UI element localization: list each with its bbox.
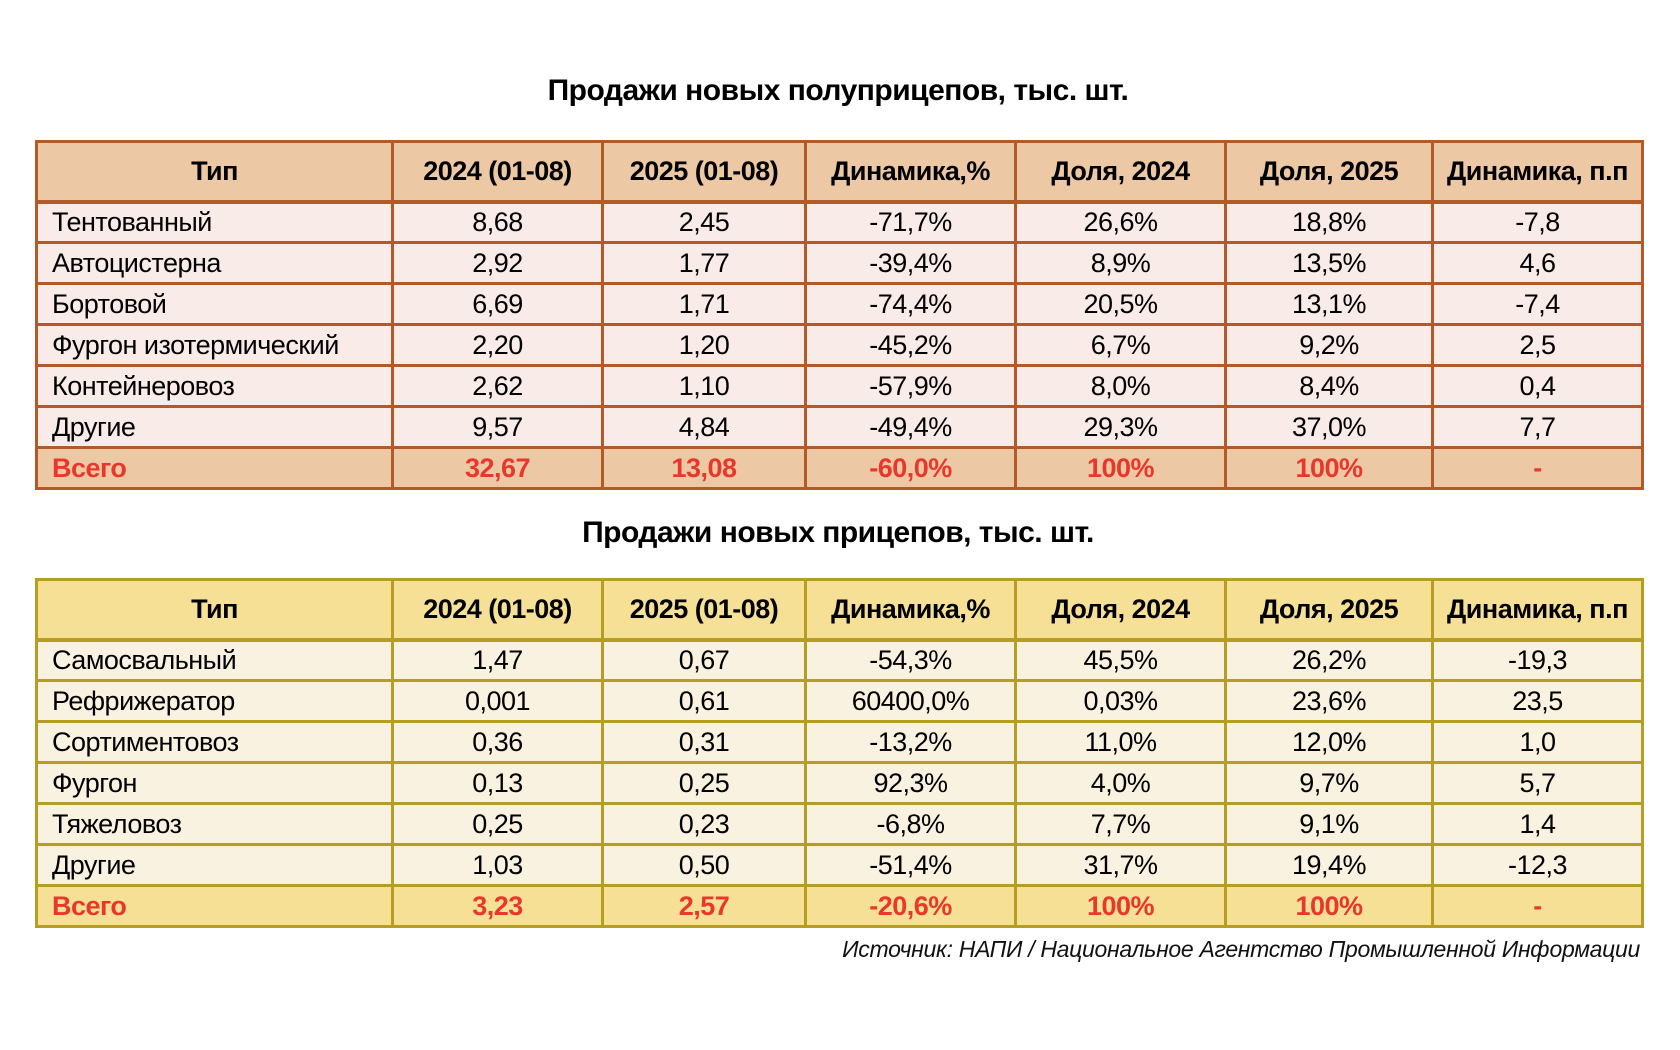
value-cell: 0,61 <box>603 681 806 722</box>
column-header: Тип <box>37 142 393 202</box>
row-label: Другие <box>37 407 393 448</box>
value-cell: -57,9% <box>806 366 1016 407</box>
value-cell: -71,7% <box>806 202 1016 243</box>
value-cell: 4,0% <box>1016 763 1226 804</box>
total-value-cell: 13,08 <box>603 448 806 489</box>
value-cell: 8,9% <box>1016 243 1226 284</box>
value-cell: 9,7% <box>1226 763 1433 804</box>
table-row <box>37 366 1643 407</box>
value-cell: 20,5% <box>1016 284 1226 325</box>
value-cell: 2,62 <box>393 366 603 407</box>
header-row <box>37 580 1643 640</box>
value-cell: 37,0% <box>1226 407 1433 448</box>
value-cell: 0,25 <box>603 763 806 804</box>
value-cell: 60400,0% <box>806 681 1016 722</box>
total-label: Всего <box>37 886 393 927</box>
source-note: Источник: НАПИ / Национальное Агентство Промышленной Информации <box>842 936 1640 962</box>
table-row <box>37 722 1643 763</box>
total-value-cell: - <box>1433 448 1643 489</box>
total-value-cell: -20,6% <box>806 886 1016 927</box>
value-cell: -7,8 <box>1433 202 1643 243</box>
column-header: Динамика,% <box>806 142 1016 202</box>
value-cell: 26,2% <box>1226 640 1433 681</box>
value-cell: -51,4% <box>806 845 1016 886</box>
row-label: Рефрижератор <box>37 681 393 722</box>
value-cell: 19,4% <box>1226 845 1433 886</box>
column-header: Динамика,% <box>806 580 1016 640</box>
value-cell: 4,84 <box>603 407 806 448</box>
value-cell: 0,03% <box>1016 681 1226 722</box>
value-cell: 2,20 <box>393 325 603 366</box>
value-cell: -74,4% <box>806 284 1016 325</box>
table-row <box>37 202 1643 243</box>
value-cell: 12,0% <box>1226 722 1433 763</box>
column-header: Доля, 2025 <box>1226 142 1433 202</box>
value-cell: 1,4 <box>1433 804 1643 845</box>
value-cell: 0,23 <box>603 804 806 845</box>
value-cell: -7,4 <box>1433 284 1643 325</box>
table-row <box>37 640 1643 681</box>
total-value-cell: 100% <box>1226 886 1433 927</box>
value-cell: -13,2% <box>806 722 1016 763</box>
semitrailers-table <box>35 140 1644 490</box>
value-cell: 2,45 <box>603 202 806 243</box>
value-cell: -49,4% <box>806 407 1016 448</box>
row-label: Самосвальный <box>37 640 393 681</box>
value-cell: 9,57 <box>393 407 603 448</box>
row-label: Другие <box>37 845 393 886</box>
value-cell: 23,5 <box>1433 681 1643 722</box>
total-value-cell: 2,57 <box>603 886 806 927</box>
total-value-cell: 3,23 <box>393 886 603 927</box>
header-row <box>37 142 1643 202</box>
table-row <box>37 681 1643 722</box>
table-row <box>37 763 1643 804</box>
value-cell: 2,5 <box>1433 325 1643 366</box>
value-cell: 0,67 <box>603 640 806 681</box>
value-cell: 0,001 <box>393 681 603 722</box>
value-cell: 31,7% <box>1016 845 1226 886</box>
column-header: Динамика, п.п <box>1433 580 1643 640</box>
column-header: Динамика, п.п <box>1433 142 1643 202</box>
value-cell: 0,50 <box>603 845 806 886</box>
table-row <box>37 804 1643 845</box>
total-value-cell: 100% <box>1016 448 1226 489</box>
column-header: Тип <box>37 580 393 640</box>
table-row <box>37 845 1643 886</box>
column-header: 2025 (01-08) <box>603 580 806 640</box>
value-cell: 9,1% <box>1226 804 1433 845</box>
table-row <box>37 325 1643 366</box>
row-label: Фургон изотермический <box>37 325 393 366</box>
column-header: 2024 (01-08) <box>393 580 603 640</box>
row-label: Тяжеловоз <box>37 804 393 845</box>
value-cell: 8,0% <box>1016 366 1226 407</box>
table-row <box>37 407 1643 448</box>
value-cell: -6,8% <box>806 804 1016 845</box>
value-cell: 0,31 <box>603 722 806 763</box>
column-header: 2025 (01-08) <box>603 142 806 202</box>
value-cell: -45,2% <box>806 325 1016 366</box>
value-cell: 13,5% <box>1226 243 1433 284</box>
total-value-cell: 100% <box>1226 448 1433 489</box>
total-row <box>37 886 1643 927</box>
table-row <box>37 243 1643 284</box>
value-cell: 0,36 <box>393 722 603 763</box>
column-header: Доля, 2024 <box>1016 580 1226 640</box>
total-label: Всего <box>37 448 393 489</box>
trailers-table-title: Продажи новых прицепов, тыс. шт. <box>582 516 1094 549</box>
value-cell: 8,68 <box>393 202 603 243</box>
row-label: Автоцистерна <box>37 243 393 284</box>
trailers-table <box>35 578 1644 928</box>
value-cell: 92,3% <box>806 763 1016 804</box>
value-cell: 7,7% <box>1016 804 1226 845</box>
value-cell: 1,0 <box>1433 722 1643 763</box>
value-cell: 6,7% <box>1016 325 1226 366</box>
total-value-cell: - <box>1433 886 1643 927</box>
table-row <box>37 284 1643 325</box>
value-cell: 1,10 <box>603 366 806 407</box>
value-cell: 11,0% <box>1016 722 1226 763</box>
value-cell: 0,4 <box>1433 366 1643 407</box>
total-value-cell: 32,67 <box>393 448 603 489</box>
total-value-cell: 100% <box>1016 886 1226 927</box>
value-cell: -19,3 <box>1433 640 1643 681</box>
value-cell: 2,92 <box>393 243 603 284</box>
value-cell: 0,13 <box>393 763 603 804</box>
value-cell: 13,1% <box>1226 284 1433 325</box>
value-cell: 9,2% <box>1226 325 1433 366</box>
row-label: Тентованный <box>37 202 393 243</box>
semitrailers-table-title: Продажи новых полуприцепов, тыс. шт. <box>547 74 1129 107</box>
row-label: Фургон <box>37 763 393 804</box>
value-cell: 8,4% <box>1226 366 1433 407</box>
column-header: 2024 (01-08) <box>393 142 603 202</box>
row-label: Сортиментовоз <box>37 722 393 763</box>
value-cell: 1,03 <box>393 845 603 886</box>
value-cell: 29,3% <box>1016 407 1226 448</box>
value-cell: 1,77 <box>603 243 806 284</box>
value-cell: 1,47 <box>393 640 603 681</box>
value-cell: 26,6% <box>1016 202 1226 243</box>
value-cell: 1,20 <box>603 325 806 366</box>
value-cell: -12,3 <box>1433 845 1643 886</box>
value-cell: 7,7 <box>1433 407 1643 448</box>
value-cell: 1,71 <box>603 284 806 325</box>
value-cell: -54,3% <box>806 640 1016 681</box>
value-cell: 6,69 <box>393 284 603 325</box>
column-header: Доля, 2024 <box>1016 142 1226 202</box>
value-cell: 18,8% <box>1226 202 1433 243</box>
value-cell: -39,4% <box>806 243 1016 284</box>
value-cell: 0,25 <box>393 804 603 845</box>
column-header: Доля, 2025 <box>1226 580 1433 640</box>
row-label: Контейнеровоз <box>37 366 393 407</box>
total-row <box>37 448 1643 489</box>
row-label: Бортовой <box>37 284 393 325</box>
value-cell: 23,6% <box>1226 681 1433 722</box>
value-cell: 4,6 <box>1433 243 1643 284</box>
total-value-cell: -60,0% <box>806 448 1016 489</box>
value-cell: 45,5% <box>1016 640 1226 681</box>
value-cell: 5,7 <box>1433 763 1643 804</box>
